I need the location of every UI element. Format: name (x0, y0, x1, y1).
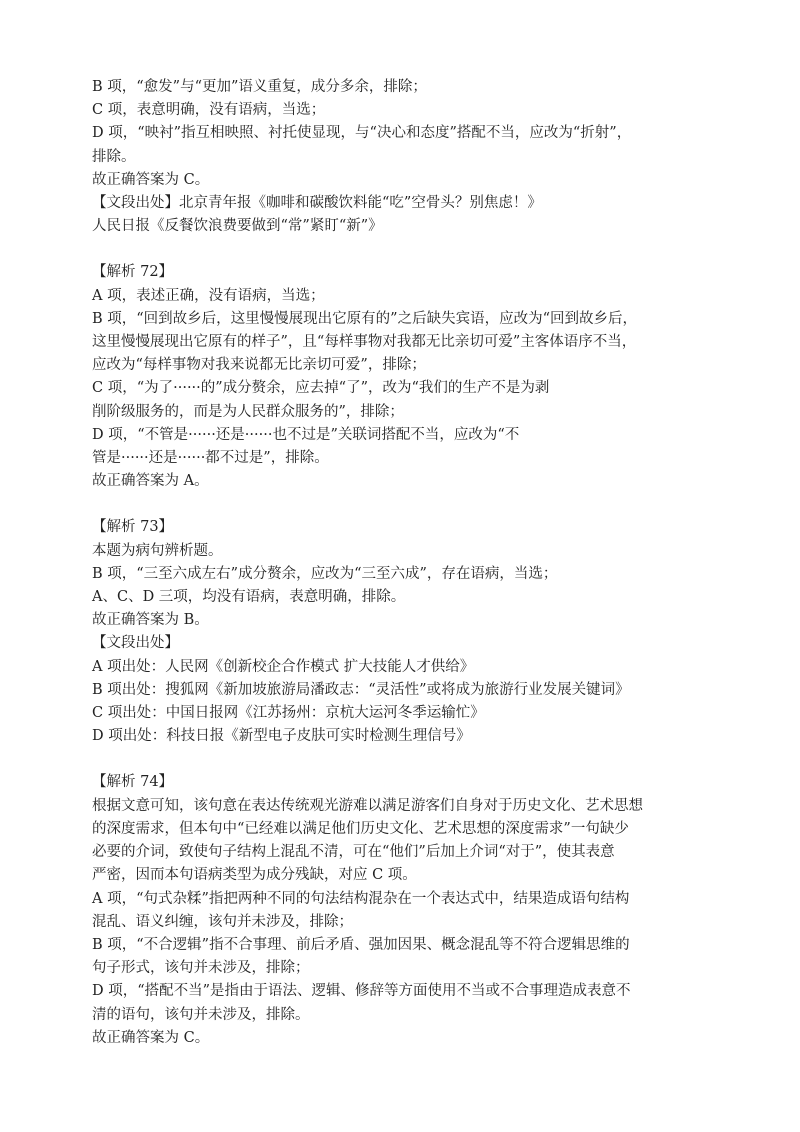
text-line: 【解析 73】 (92, 519, 174, 536)
text-line: A 项出处：人民网《创新校企合作模式 扩大技能人才供给》 (92, 658, 475, 675)
text-line: 严密，因而本句语病类型为成分残缺，对应 C 项。 (92, 867, 417, 884)
text-line: C 项出处：中国日报网《江苏扬州：京杭大运河冬季运输忙》 (92, 705, 485, 722)
text-line: B 项，“三至六成左右”成分赘余，应改为“三至六成”，存在语病，当选； (92, 565, 558, 582)
document-page (92, 76, 712, 1050)
text-line: 这里慢慢展现出它原有的样子”，且“每样事物对我都无比亲切可爱”主客体语序不当， (92, 334, 637, 351)
text-line: 应改为“每样事物对我来说都无比亲切可爱”，排除； (92, 357, 426, 374)
text-line: 根据文意可知，该句意在表达传统观光游难以满足游客们自身对于历史文化、艺术思想 (92, 797, 643, 814)
text-line: 【文段出处】 (92, 635, 179, 652)
text-line: 【文段出处】北京青年报《咖啡和碳酸饮料能“吃”空骨头？别焦虑！》 (92, 195, 542, 212)
text-line: B 项，“回到故乡后，这里慢慢展现出它原有的”之后缺失宾语，应改为“回到故乡后， (92, 310, 637, 327)
text-line: 故正确答案为 B。 (92, 612, 209, 629)
text-line: 排除。 (92, 148, 136, 165)
text-line: 的深度需求，但本句中“已经难以满足他们历史文化、艺术思想的深度需求”一句缺少 (92, 820, 629, 837)
text-line: 本题为病句辨析题。 (92, 542, 223, 559)
section-gap (92, 748, 712, 771)
text-line: D 项，“不管是······还是······也不过是”关联词搭配不当，应改为“不 (92, 426, 520, 443)
section-jiexi-72 (92, 261, 712, 493)
text-line: 句子形式，该句并未涉及，排除； (92, 960, 310, 977)
text-line: 削阶级服务的，而是为人民群众服务的”，排除； (92, 403, 404, 420)
text-line: A 项，表述正确，没有语病，当选； (92, 287, 325, 304)
text-line: 必要的介词，致使句子结构上混乱不清，可在“他们”后加上介词“对于”，使其表意 (92, 844, 615, 861)
text-line: D 项出处：科技日报《新型电子皮肤可实时检测生理信号》 (92, 728, 471, 745)
text-line: 【解析 72】 (92, 264, 174, 281)
text-line: A、C、D 三项，均没有语病，表意明确，排除。 (92, 589, 406, 606)
section-jiexi-73 (92, 516, 712, 748)
text-line: 管是······还是······都不过是”，排除。 (92, 450, 329, 467)
section-cont-71 (92, 76, 712, 238)
text-line: 【解析 74】 (92, 774, 174, 791)
text-line: C 项，表意明确，没有语病，当选； (92, 102, 326, 119)
text-line: C 项，“为了······的”成分赘余，应去掉“了”，改为“我们的生产不是为剥 (92, 380, 550, 397)
section-jiexi-74 (92, 771, 712, 1049)
text-line: B 项，“愈发”与“更加”语义重复，成分多余，排除； (92, 79, 427, 95)
text-line: A 项，“句式杂糅”指把两种不同的句法结构混杂在一个表达式中，结果造成语句结构 (92, 890, 630, 907)
section-gap (92, 238, 712, 261)
text-line: 故正确答案为 C。 (92, 1029, 210, 1046)
text-line: 清的语句，该句并未涉及，排除。 (92, 1006, 310, 1023)
text-line: 故正确答案为 A。 (92, 473, 209, 490)
text-line: D 项，“映衬”指互相映照、衬托使显现，与“决心和态度”搭配不当，应改为“折射”， (92, 125, 632, 142)
text-line: B 项出处：搜狐网《新加坡旅游局潘政志：“灵活性”或将成为旅游行业发展关键词》 (92, 681, 630, 698)
text-line: 故正确答案为 C。 (92, 171, 210, 188)
text-line: 混乱、语义纠缠，该句并未涉及，排除； (92, 913, 353, 930)
text-line: 人民日报《反餐饮浪费要做到“常”紧盯“新”》 (92, 218, 383, 235)
section-gap (92, 493, 712, 516)
text-line: D 项，“搭配不当”是指由于语法、逻辑、修辞等方面使用不当或不合事理造成表意不 (92, 983, 631, 1000)
text-line: B 项，“不合逻辑”指不合事理、前后矛盾、强加因果、概念混乱等不符合逻辑思维的 (92, 936, 630, 953)
